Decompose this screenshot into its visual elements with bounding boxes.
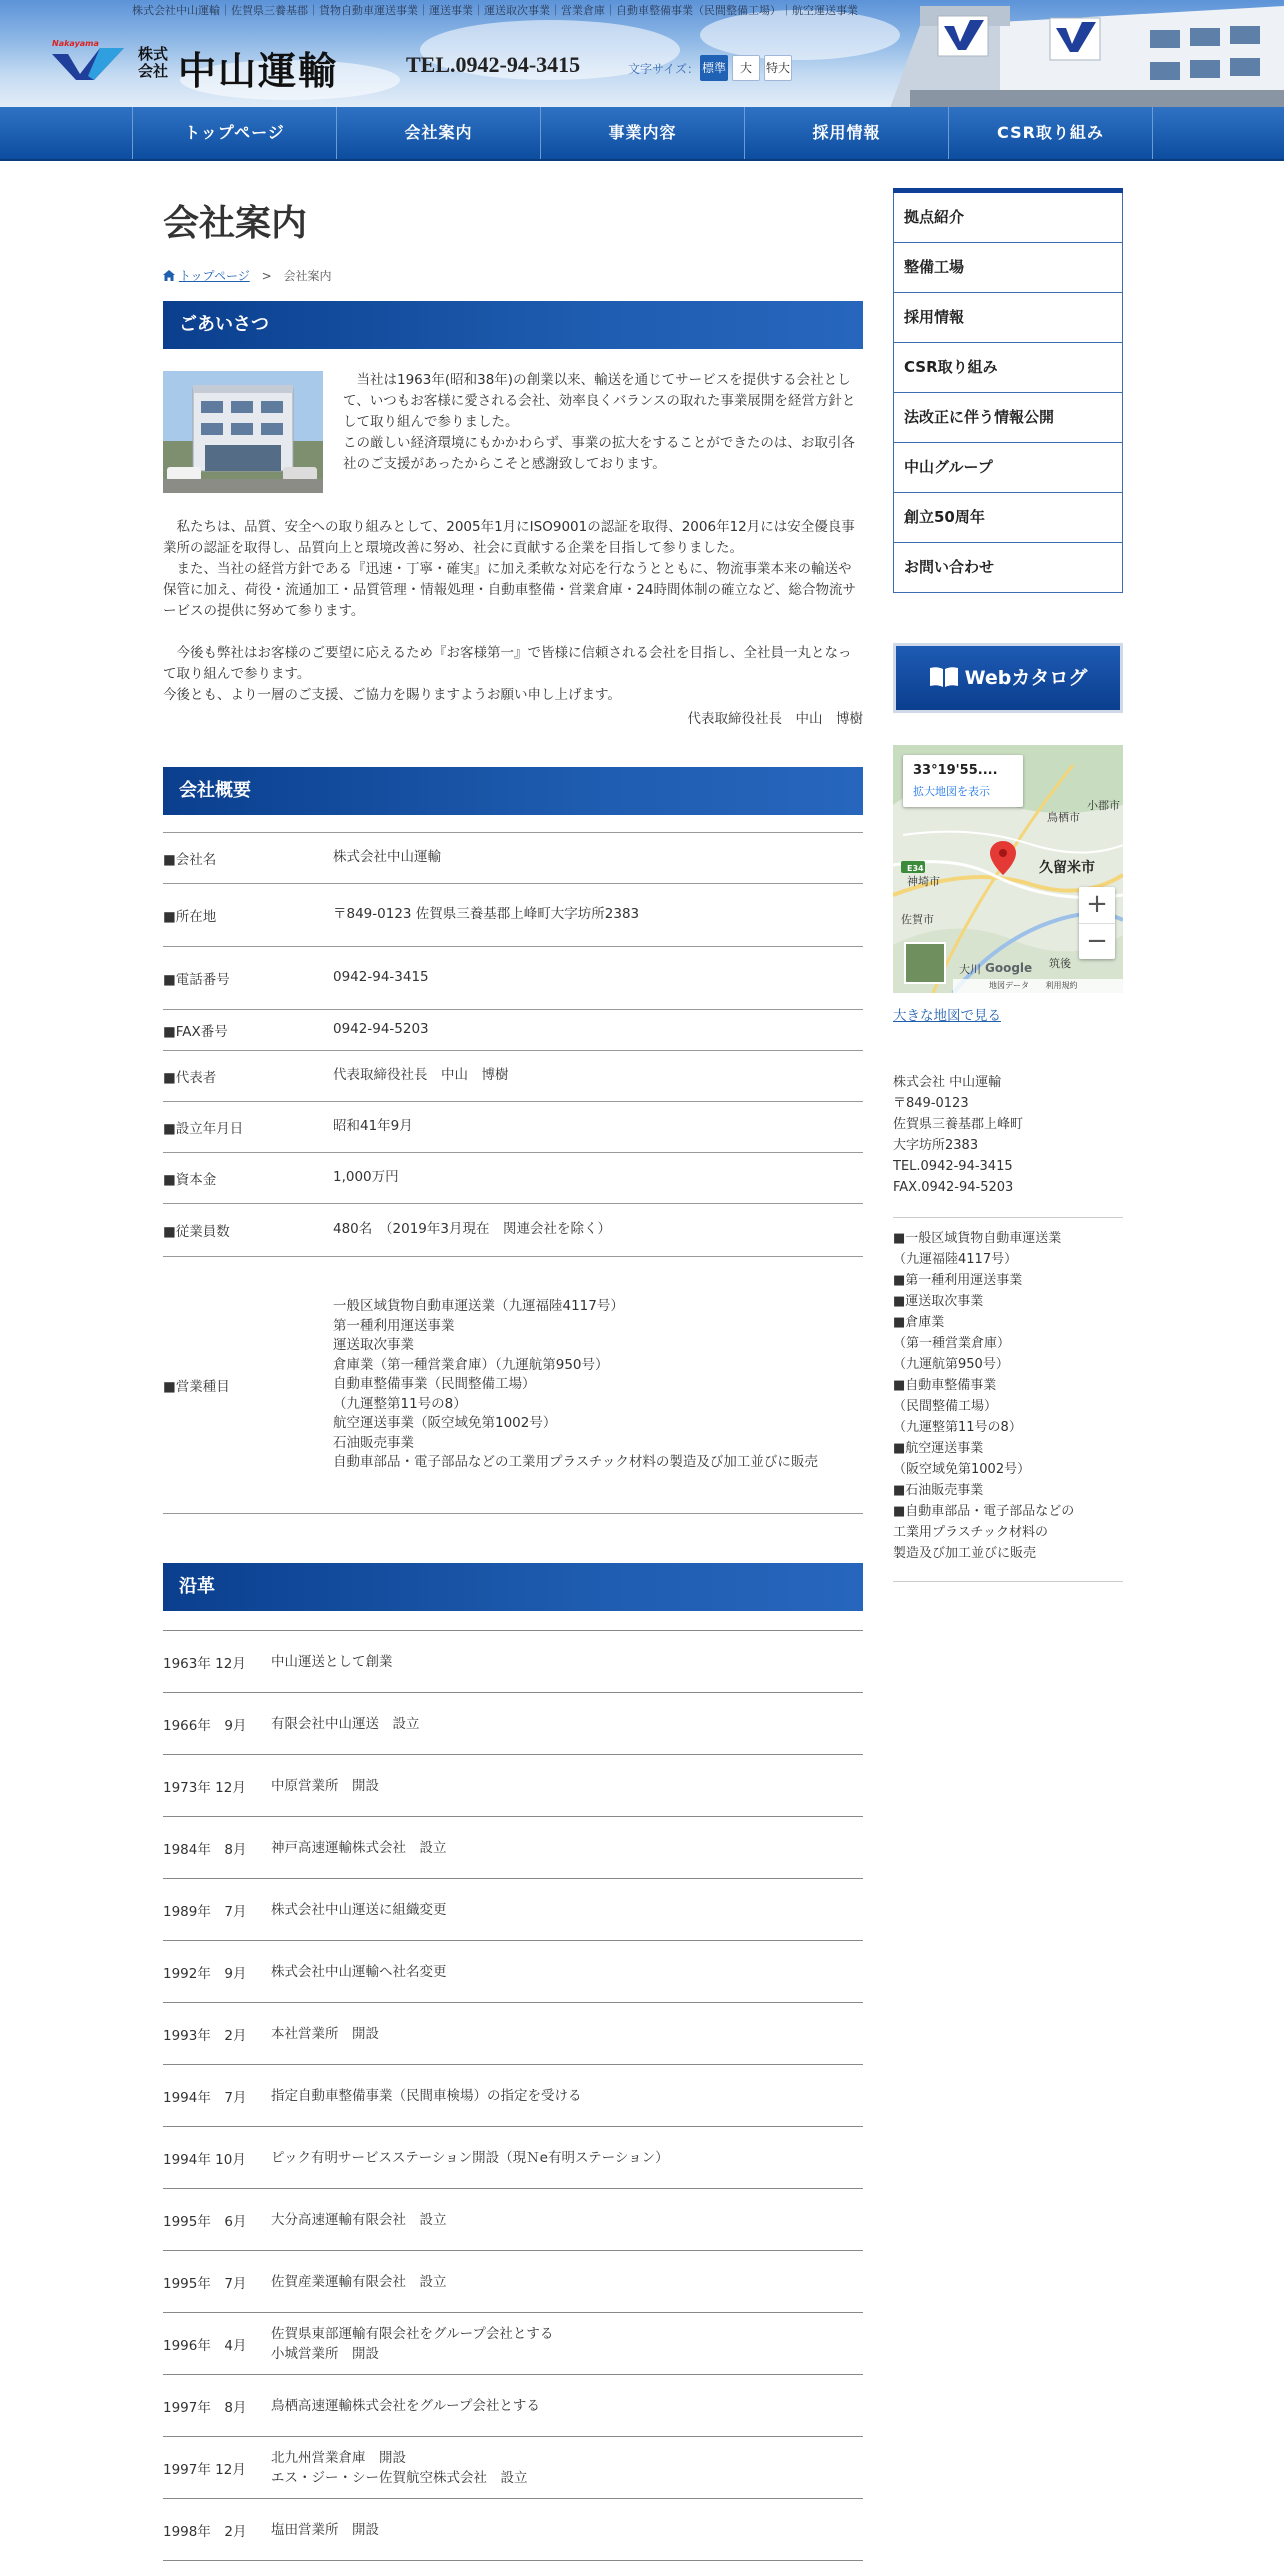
headquarters-building-image xyxy=(850,0,1284,108)
map-place-label: 佐賀市 xyxy=(901,913,934,926)
history-date: 1995年 7月 xyxy=(163,2275,247,2292)
table-row xyxy=(163,1879,863,1941)
history-date: 1973年 12月 xyxy=(163,1779,246,1796)
overview-value: 昭和41年9月 xyxy=(333,1118,413,1135)
map-place-label: 神埼市 xyxy=(907,875,940,888)
nav-item-csr[interactable]: CSR取り組み xyxy=(949,107,1153,159)
table-row xyxy=(163,2251,863,2313)
company-history-table xyxy=(163,1630,863,2561)
map-zoom-control xyxy=(1079,887,1115,959)
large-map-link[interactable]: 大きな地図で見る xyxy=(893,1008,1001,1024)
divider xyxy=(893,1217,1123,1218)
history-date: 1995年 6月 xyxy=(163,2213,247,2230)
nav-item-recruit[interactable]: 採用情報 xyxy=(745,107,949,159)
history-date: 1998年 2月 xyxy=(163,2523,247,2540)
sidebar-business-list: ■一般区域貨物自動車運送業 （九運福陸4117号） ■第一種利用運送事業 ■運送取次事業 ■倉庫業 （第一種営業倉庫） （九運航第950号） ■自動車整備事業 （民間整備工場） （九運整第11号の8） ■航空運送事業 （阪空域免第1002号） ■石油販売事業 ■自動車部品・電子部品などの 工業用プラスチック材料の 製造及び加工並びに販売 xyxy=(893,1231,1075,1561)
web-catalog-label: Webカタログ xyxy=(964,667,1088,689)
history-event: 鳥栖高速運輸株式会社をグループ会社とする xyxy=(271,2397,540,2414)
overview-value: 株式会社中山運輸 xyxy=(333,849,441,866)
greeting-heading: ごあいさつ xyxy=(163,301,863,349)
table-row xyxy=(163,1153,863,1204)
overview-label: ■設立年月日 xyxy=(163,1121,244,1137)
map-place-label: 小郡市 xyxy=(1087,799,1120,812)
global-nav-list xyxy=(132,107,1153,159)
table-row xyxy=(163,1693,863,1755)
history-date: 1992年 9月 xyxy=(163,1965,247,1982)
header-phone[interactable]: TEL.0942-94-3415 xyxy=(406,52,581,77)
table-row xyxy=(163,2375,863,2437)
overview-label: ■電話番号 xyxy=(163,972,230,988)
nav-item-top[interactable]: トップページ xyxy=(133,107,337,159)
font-size-xlarge-button[interactable]: 特大 xyxy=(764,55,792,81)
table-row xyxy=(163,947,863,1010)
history-event: 大分高速運輸有限会社 設立 xyxy=(271,2211,447,2228)
sidebar-item-50th[interactable]: 創立50周年 xyxy=(893,493,1123,543)
history-event: 佐賀県東部運輸有限会社をグループ会社とする 小城営業所 開設 xyxy=(271,2325,554,2362)
map-google-logo: Google xyxy=(985,961,1033,975)
map-info-popup xyxy=(903,755,1023,807)
site-tagline: 株式会社中山運輸｜佐賀県三養基郡｜貨物自動車運送事業｜運送事業｜運送取次事業｜営業倉庫｜自動車整備事業（民間整備工場）｜航空運送事業 xyxy=(132,4,858,17)
overview-label: ■所在地 xyxy=(163,909,217,925)
map-place-label: 大川 xyxy=(959,963,981,976)
map-attribution: 地図データ xyxy=(989,981,1029,990)
font-size-standard-button[interactable]: 標準 xyxy=(700,55,728,81)
table-row xyxy=(163,2127,863,2189)
overview-value: 0942-94-3415 xyxy=(333,969,429,986)
table-row xyxy=(163,1257,863,1514)
map-place-label: 筑後 xyxy=(1049,957,1071,970)
web-catalog-banner[interactable] xyxy=(893,643,1123,713)
overview-value: 代表取締役社長 中山 博樹 xyxy=(333,1067,509,1084)
table-row xyxy=(163,2437,863,2499)
overview-label: ■従業員数 xyxy=(163,1224,230,1240)
logo-mark-icon xyxy=(50,46,126,82)
history-event: 株式会社中山運輸へ社名変更 xyxy=(271,1963,447,1980)
history-event: 中原営業所 開設 xyxy=(271,1777,379,1794)
global-nav xyxy=(0,107,1284,161)
table-row xyxy=(163,1051,863,1102)
book-icon xyxy=(929,666,959,688)
history-event: 有限会社中山運送 設立 xyxy=(271,1715,420,1732)
history-date: 1996年 4月 xyxy=(163,2337,247,2354)
overview-label: ■営業種目 xyxy=(163,1379,230,1395)
home-icon[interactable] xyxy=(163,270,175,281)
history-date: 1993年 2月 xyxy=(163,2027,247,2044)
history-event: 神戸高速運輸株式会社 設立 xyxy=(271,1839,447,1856)
overview-label: ■代表者 xyxy=(163,1070,217,1086)
divider xyxy=(893,1581,1123,1582)
history-event: 中山運送として創業 xyxy=(271,1653,393,1670)
history-event: 本社営業所 開設 xyxy=(271,2025,379,2042)
overview-value: 〒849-0123 佐賀県三養基郡上峰町大字坊所2383 xyxy=(333,906,640,923)
overview-value: 0942-94-5203 xyxy=(333,1021,429,1038)
table-row xyxy=(163,2313,863,2375)
logo-mark-text: Nakayama xyxy=(52,39,99,48)
overview-label: ■会社名 xyxy=(163,852,217,868)
greeting-paragraph: 今後も弊社はお客様のご要望に応えるため『お客様第一』で皆様に信頼される会社を目指し、全社員一丸となって取り組んで参ります。 今後とも、より一層のご支援、ご協力を賜りますようお願い申し上げます。 xyxy=(163,645,852,703)
history-event: 株式会社中山運送に組織変更 xyxy=(271,1901,447,1918)
map-terms-link[interactable]: 利用規約 xyxy=(1045,981,1078,990)
font-size-label: 文字サイズ： xyxy=(628,62,700,76)
sidebar-menu xyxy=(893,188,1123,593)
map-coordinates: 33°19'55.... xyxy=(913,763,998,778)
sidebar-item-garage[interactable]: 整備工場 xyxy=(893,243,1123,293)
overview-value: 1,000万円 xyxy=(333,1169,399,1186)
office-building-photo xyxy=(163,371,323,493)
nav-item-business[interactable]: 事業内容 xyxy=(541,107,745,159)
map-zoom-in-button[interactable]: + xyxy=(1079,887,1115,924)
google-map[interactable] xyxy=(893,745,1123,993)
history-date: 1963年 12月 xyxy=(163,1655,246,1672)
history-event: 塩田営業所 開設 xyxy=(271,2521,379,2538)
history-date: 1994年 10月 xyxy=(163,2151,246,2168)
breadcrumb-current: 会社案内 xyxy=(283,269,332,283)
map-zoom-out-button[interactable]: − xyxy=(1086,926,1108,956)
greeting-paragraph: 私たちは、品質、安全への取り組みとして、2005年1月にISO9001の認証を取得、2006年12月には安全優良事業所の認証を取得し、品質向上と環境改善に努め、社会に貢献する企業を目指して参りました。 また、当社の経営方針である『迅速・丁寧・確実』に加え柔軟な対応を行なうとともに、物流事業本来の輸送や保管に加え、荷役・流通加工・品質管理・情報処理・自動車整備・営業倉庫・24時間体制の確立など、総合物流サービスの提供に努めて参ります。 xyxy=(163,519,856,619)
breadcrumb-home-link[interactable]: トップページ xyxy=(178,269,250,283)
overview-value: 一般区域貨物自動車運送業（九運福陸4117号） 第一種利用運送事業 運送取次事業 倉庫業（第一種営業倉庫）（九運航第950号） 自動車整備事業（民間整備工場） （九運整第11号の8） 航空運送事業（阪空域免第1002号） 石油販売事業 自動車部品・電子部品などの工業用プラスチック材料の製造及び加工並びに販売 xyxy=(333,1298,818,1471)
logo-company-name: 中山運輸 xyxy=(178,48,339,93)
table-row xyxy=(163,1941,863,2003)
greeting-body xyxy=(163,517,863,727)
history-date: 1989年 7月 xyxy=(163,1903,247,1920)
sidebar-item-disclosure[interactable]: 法改正に伴う情報公開 xyxy=(893,393,1123,443)
breadcrumb-separator: > xyxy=(261,269,272,283)
history-date: 1994年 7月 xyxy=(163,2089,247,2106)
map-enlarge-link[interactable]: 拡大地図を表示 xyxy=(913,785,990,798)
company-logo[interactable] xyxy=(50,39,390,93)
history-event: 指定自動車整備事業（民間車検場）の指定を受ける xyxy=(271,2087,582,2104)
company-overview-table xyxy=(163,832,863,1514)
map-attribution-bar xyxy=(953,979,1123,993)
table-row xyxy=(163,1631,863,1693)
overview-label: ■資本金 xyxy=(163,1172,217,1188)
greeting-signature: 代表取締役社長 中山 博樹 xyxy=(687,711,863,727)
history-date: 1984年 8月 xyxy=(163,1841,247,1858)
breadcrumb xyxy=(163,267,331,284)
logo-corp-label: 株式会社 xyxy=(137,45,168,80)
overview-value: 480名 （2019年3月現在 関連会社を除く） xyxy=(333,1221,611,1238)
sidebar-item-recruit[interactable]: 採用情報 xyxy=(893,293,1123,343)
table-row xyxy=(163,2065,863,2127)
sidebar-item-locations[interactable]: 拠点紹介 xyxy=(893,193,1123,243)
map-city-label: 久留米市 xyxy=(1039,860,1095,876)
history-date: 1997年 8月 xyxy=(163,2399,247,2416)
sidebar-item-group[interactable]: 中山グループ xyxy=(893,443,1123,493)
sidebar-item-contact[interactable]: お問い合わせ xyxy=(893,543,1123,593)
table-row xyxy=(163,1102,863,1153)
history-event: ピック有明サービスステーション開設（現Ｎe有明ステーション） xyxy=(271,2149,669,2166)
history-date: 1997年 12月 xyxy=(163,2461,246,2478)
sidebar-address: 株式会社 中山運輸 〒849-0123 佐賀県三養基郡上峰町 大字坊所2383 TEL.0942-94-3415 FAX.0942-94-5203 xyxy=(893,1075,1024,1195)
table-row xyxy=(163,2499,863,2561)
page-title: 会社案内 xyxy=(163,203,308,244)
table-row xyxy=(163,833,863,884)
map-route-badge: E34 xyxy=(907,864,924,873)
nav-item-company[interactable]: 会社案内 xyxy=(337,107,541,159)
site-header xyxy=(0,0,1284,108)
history-event: 佐賀産業運輸有限会社 設立 xyxy=(271,2273,447,2290)
font-size-large-button[interactable]: 大 xyxy=(732,55,760,81)
table-row xyxy=(163,2003,863,2065)
table-row xyxy=(163,1204,863,1257)
history-heading: 沿革 xyxy=(163,1563,863,1611)
table-row xyxy=(163,2189,863,2251)
table-row xyxy=(163,884,863,947)
overview-heading: 会社概要 xyxy=(163,767,863,815)
map-place-label: 鳥栖市 xyxy=(1047,811,1080,824)
table-row xyxy=(163,1755,863,1817)
overview-label: ■FAX番号 xyxy=(163,1024,228,1040)
sidebar-item-csr[interactable]: CSR取り組み xyxy=(893,343,1123,393)
greeting-lead-text: 当社は1963年(昭和38年)の創業以来、輸送を通じてサービスを提供する会社として、いつもお客様に愛される会社、効率良くバランスの取れた事業展開を経営方針として取り組んで参りました。 この厳しい経済環境にもかかわらず、事業の拡大をすることができたのは、お取引各社のご支援があったからこそと感謝致しております。 xyxy=(343,372,856,472)
table-row xyxy=(163,1817,863,1879)
table-row xyxy=(163,1010,863,1051)
history-event: 北九州営業倉庫 開設 エス・ジー・シー佐賀航空株式会社 設立 xyxy=(271,2449,528,2486)
history-date: 1966年 9月 xyxy=(163,1717,247,1734)
